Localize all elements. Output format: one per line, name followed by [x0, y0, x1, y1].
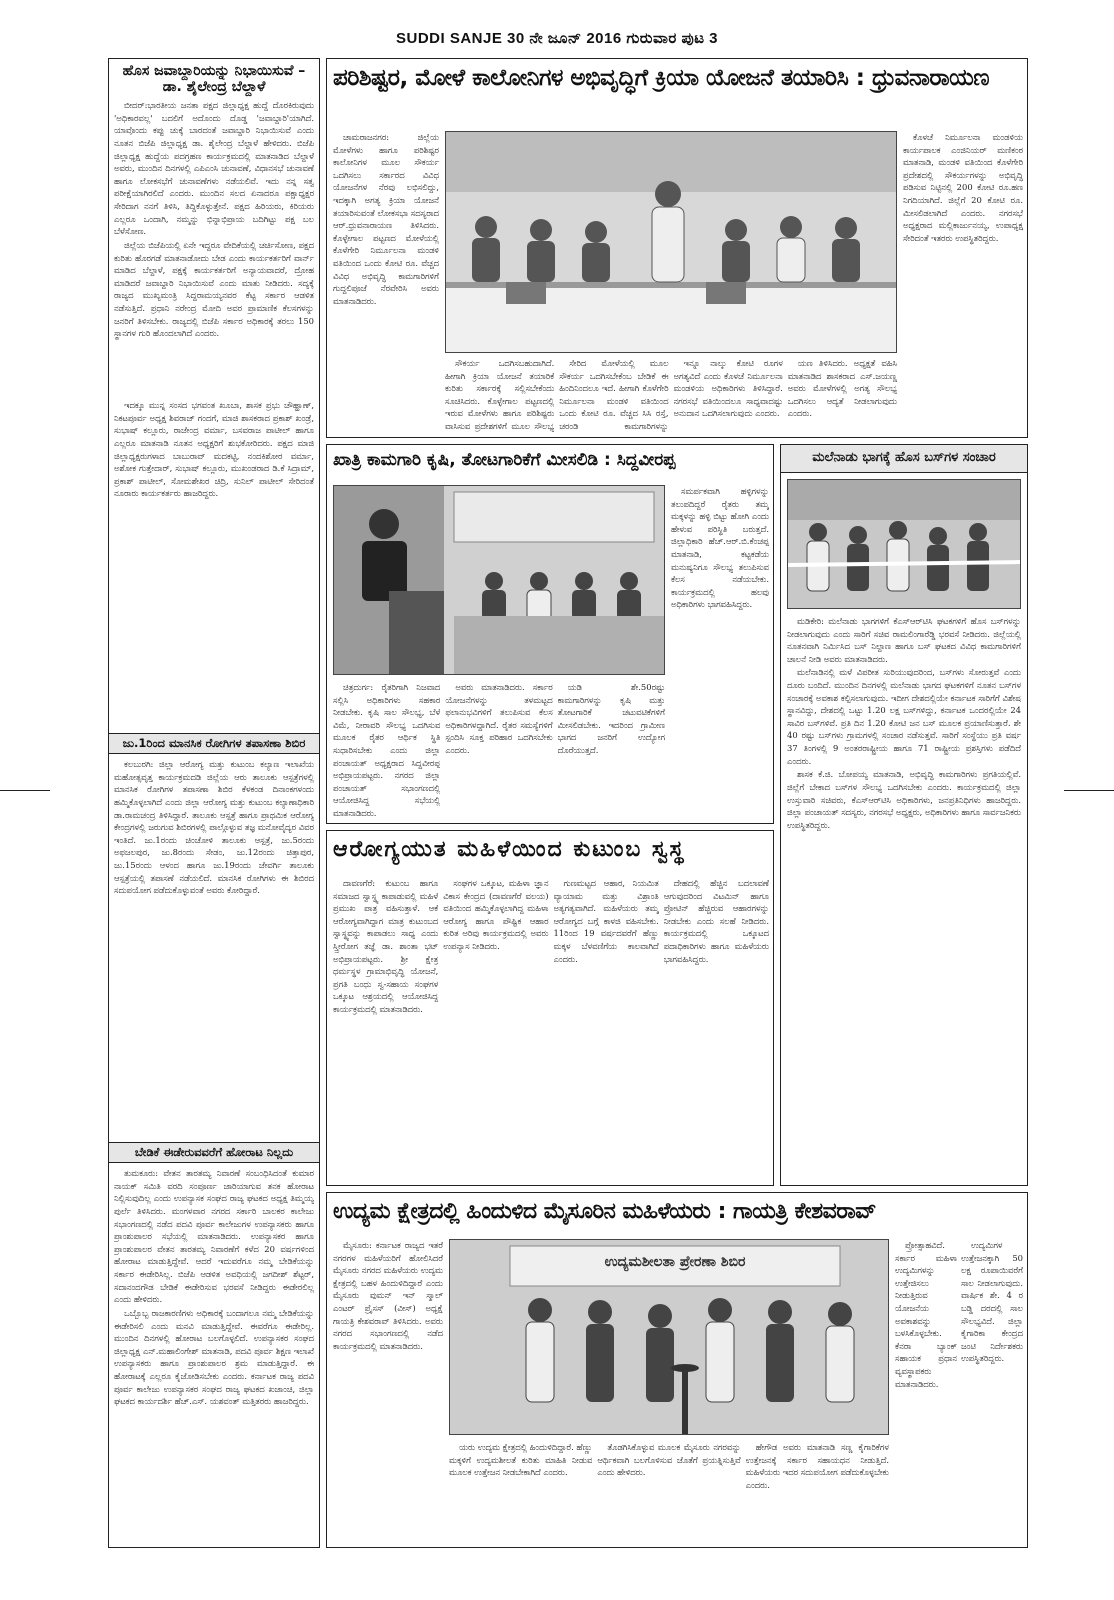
masthead	[0, 30, 1114, 54]
left-article-3-body	[114, 1167, 314, 1527]
paragraph: ಇನ್ನೂ ನಾಲ್ಕು ಕೋಟಿ ರೂಗಳ ಅಗತ್ಯವಿದೆ ಎಂದು ಕೊಳಚೆ ನಿರ್ಮೂಲನಾ ಮಂಡಳಿಯ ಅಧಿಕಾರಿಗಳು ತಿಳಿಸಿದ್ದಾರೆ. ನಗರಸಭೆ ವತಿಯಿಂದಲೂ ಸಾಧ್ಯವಾದಷ್ಟು ಅನುದಾನ ಒದಗಿಸಲಾಗುವುದು ಎಂದರು.	[673, 358, 783, 419]
paragraph: ಯಣ ತಿಳಿಸಿದರು. ಅಧ್ಯಕ್ಷತೆ ವಹಿಸಿ ಮಾತನಾಡಿದ ಶಾಸಕರಾದ ಎಸ್.ಜಯಣ್ಣ ಅವರು ಮೋಳೆಗಳಲ್ಲಿ ಅಗತ್ಯ ಸೌಲಭ್ಯ ಒದಗಿಸಲು ಆದ್ಯತೆ ನೀಡಲಾಗುವುದು ಎಂದರು.	[787, 358, 897, 419]
paragraph: ಮೈಸೂರು: ಕರ್ನಾಟಕ ರಾಜ್ಯದ ಇತರೆ ನಗರಗಳ ಮಹಿಳೆಯರಿಗೆ ಹೋಲಿಸಿದರೆ ಮೈಸೂರು ನಗರದ ಮಹಿಳೆಯರು ಉದ್ಯಮ ಕ್ಷೇತ್ರದಲ್ಲಿ ಬಹಳ ಹಿಂದುಳಿದಿದ್ದಾರೆ ಎಂದು ಮೈಸೂರು ವುಮನ್ ಇನ್ ಸ್ಮಾಲ್ ಎಂಟರ್ ಪ್ರೈಸಸ್ (ವೀಸ್) ಅಧ್ಯಕ್ಷೆ ಗಾಯತ್ರಿ ಕೇಶವರಾವ್ ತಿಳಿಸಿದರು. ಅವರು ನಗರದ ಸಭಾಂಗಣದಲ್ಲಿ ನಡೆದ ಕಾರ್ಯಕ್ರಮದಲ್ಲಿ ಮಾತನಾಡಿದರು.	[333, 1240, 443, 1351]
paragraph: ದೇಹದಲ್ಲಿ ಹೆಚ್ಚಿನ ಬದಲಾವಣೆ ಆಗುವುದರಿಂದ ವಿಟಮಿನ್ ಹಾಗೂ ಪ್ರೋಟಿನ್ ಹೆಚ್ಚಿರುವ ಆಹಾರಗಳನ್ನು ನೀಡಬೇಕು ಎಂದು ಸಲಹೆ ನೀಡಿದರು. ಕಾರ್ಯಕ್ರಮದಲ್ಲಿ ಒಕ್ಕೂಟದ ಪದಾಧಿಕಾರಿಗಳು ಹಾಗೂ ಮಹಿಳೆಯರು ಭಾಗವಹಿಸಿದ್ದರು.	[663, 878, 769, 964]
article-1-col-2	[445, 357, 554, 435]
article-1-lower-columns	[445, 357, 897, 435]
article-4-col-1	[333, 877, 438, 1181]
article-5-col-2	[449, 1441, 592, 1543]
article-siddaveerappa	[326, 444, 774, 824]
article-4-col-3	[554, 877, 659, 1181]
paragraph: ಕಲಬುರಗಿ: ಜಿಲ್ಲಾ ಆರೋಗ್ಯ ಮತ್ತು ಕುಟುಂಬ ಕಲ್ಯಾಣ ಇಲಾಖೆಯ ಮಹೋತ್ಸವೃತ್ತ ಕಾರ್ಯಕ್ರಮದಡಿ ಜಿಲ್ಲೆಯ ಆರು ತಾಲೂಕು ಆಸ್ಪತ್ರೆಗಳಲ್ಲಿ ಮಾನಸಿಕ ರೋಗಿಗಳ ತಪಾಸಣಾ ಶಿಬಿರ ಕೆಳಕಂಡ ದಿನಾಂಕಗಳಂದು ಹಮ್ಮಿಕೊಳ್ಳಲಾಗಿದೆ ಎಂದು ಜಿಲ್ಲಾ ಆರೋಗ್ಯ ಮತ್ತು ಕುಟುಂಬ ಕಲ್ಯಾಣಾಧಿಕಾರಿ ಡಾ.ರಾಮಚಂದ್ರ ತಿಳಿಸಿದ್ದಾರೆ. ತಾಲೂಕು ಆಸ್ಪತ್ರೆ ಹಾಗೂ ಪ್ರಾಥಮಿಕ ಆರೋಗ್ಯ ಕೇಂದ್ರಗಳಲ್ಲಿ ಜರುಗುವ ಶಿಬಿರಗಳಲ್ಲಿ ಪಾಲ್ಗೊಳ್ಳುವ ತಜ್ಞ ಮನೋವೈದ್ಯರ ವಿವರ ಇಂತಿದೆ. ಜು.1ರಂದು ಚಿಂಚೋಳಿ ತಾಲೂಕು ಆಸ್ಪತ್ರೆ, ಜು.5ರಂದು ಅಫಜಲಪುರ, ಜು.8ರಂದು ಸೇಡಂ, ಜು.12ರಂದು ಚಿತ್ತಾಪುರ, ಜು.15ರಂದು ಆಳಂದ ಹಾಗೂ ಜು.19ರಂದು ಜೇವರ್ಗಿ ತಾಲೂಕು ಆಸ್ಪತ್ರೆಯಲ್ಲಿ ತಪಾಸಣೆ ನಡೆಯಲಿದೆ. ಮಾನಸಿಕ ರೋಗಿಗಳು ಈ ಶಿಬಿರದ ಸದುಪಯೋಗ ಪಡೆದುಕೊಳ್ಳುವಂತೆ ಅವರು ಕೋರಿದ್ದಾರೆ.	[114, 759, 314, 896]
paragraph: ತುಮಕೂರು: ವೇತನ ತಾರತಮ್ಯ ನಿವಾರಣೆ ಸಂಬಂಧಿಸಿದಂತೆ ಕುಮಾರ ನಾಯಕ್ ಸಮಿತಿ ವರದಿ ಸಂಪೂರ್ಣ ಜಾರಿಯಾಗುವ ತನಕ ಹೋರಾಟ ನಿಲ್ಲಿಸುವುದಿಲ್ಲ ಎಂದು ಉಪನ್ಯಾಸಕ ಸಂಘದ ರಾಜ್ಯ ಘಟಕದ ಅಧ್ಯಕ್ಷ ತಿಮ್ಮಯ್ಯ ಪುರ್ಲೆ ತಿಳಿಸಿದರು. ಮಂಗಳವಾರ ನಗರದ ಸರ್ಕಾರಿ ಬಾಲಕರ ಕಾಲೇಜು ಸಭಾಂಗಣದಲ್ಲಿ ನಡೆದ ಪದವಿ ಪೂರ್ವ ಕಾಲೇಜುಗಳ ಉಪನ್ಯಾಸಕರು ಹಾಗೂ ಪ್ರಾಂಶುಪಾಲರ ಸಭೆಯಲ್ಲಿ ಮಾತನಾಡಿದರು. ಉಪನ್ಯಾಸಕರ ಹಾಗೂ ಪ್ರಾಂಶುಪಾಲರ ವೇತನ ತಾರತಮ್ಯ ನಿವಾರಣೆಗೆ ಕಳೆದ 20 ವರ್ಷಗಳಿಂದ ಹೋರಾಟ ಮಾಡುತ್ತಿದ್ದೇವೆ. ಆದರೆ ಇದುವರೆಗೂ ನಮ್ಮ ಬೇಡಿಕೆಯನ್ನು ಸರ್ಕಾರ ಈಡೇರಿಸಿಲ್ಲ. ಬಿಜೆಪಿ ಆಡಳಿತ ಅವಧಿಯಲ್ಲಿ ಜಗದೀಶ್ ಶೆಟ್ಟರ್, ಸದಾನಂದಗೌಡ ಬೇಡಿಕೆ ಈಡೇರಿಸುವ ಭರವಸೆ ನೀಡಿದ್ದರು ಈಡೇರಲಿಲ್ಲ ಎಂದು ಹೇಳಿದರು.	[114, 1168, 314, 1305]
paragraph: ಒಬ್ಬೊಬ್ಬ ರಾಜಕಾರಣಿಗಳು ಅಧಿಕಾರಕ್ಕೆ ಬಂದಾಗಲೂ ನಮ್ಮ ಬೇಡಿಕೆಯನ್ನು ಈಡೇರಿಸಲಿ ಎಂದು ಮನವಿ ಮಾಡುತ್ತಿದ್ದೇವೆ. ಈವರೆಗೂ ಈಡೇರಿಲ್ಲ. ಮುಂದಿನ ದಿನಗಳಲ್ಲಿ ಹೋರಾಟ ಬಲಗೊಳ್ಳಲಿದೆ. ಉಪನ್ಯಾಸಕರ ಸಂಘದ ಜಿಲ್ಲಾಧ್ಯಕ್ಷ ಎನ್.ಮಹಾಲಿಂಗೇಶ್ ಮಾತನಾಡಿ, ಪದವಿ ಪೂರ್ವ ಶಿಕ್ಷಣ ಇಲಾಖೆ ಉಪನ್ಯಾಸಕರು ಹಾಗೂ ಪ್ರಾಂಶುಪಾಲರ ಶ್ರಮ ಮಾಡುತ್ತಿದ್ದಾರೆ. ಈ ಹೋರಾಟಕ್ಕೆ ಎಲ್ಲರೂ ಕೈಜೋಡಿಸಬೇಕು ಎಂದರು. ಕರ್ನಾಟಕ ರಾಜ್ಯ ಪದವಿ ಪೂರ್ವ ಕಾಲೇಜು ಉಪನ್ಯಾಸಕರ ಸಂಘದ ರಾಜ್ಯ ಘಟಕದ ಖಜಾಂಚಿ, ಜಿಲ್ಲಾ ಘಟಕದ ಕಾರ್ಯದರ್ಶಿ ಹೆಚ್.ಎಸ್. ಯಶವಂತ್ ಮತ್ತಿತರರು ಹಾಜರಿದ್ದರು.	[114, 1307, 314, 1407]
conference-photo-illustration	[334, 486, 665, 675]
article-5-photo-banner: ಉದ್ಯಮಶೀಲತಾ ಪ್ರೇರಣಾ ಶಿಬಿರ	[604, 1254, 746, 1270]
article-malenadu-bus	[780, 444, 1028, 1186]
article-5-col-1	[333, 1239, 443, 1543]
article-womens-health	[326, 830, 774, 1186]
paragraph: ಪ್ರೋತ್ಸಾಹವಿದೆ. ಸರ್ಕಾರ ಮಹಿಳಾ ಉದ್ಯಮಿಗಳನ್ನು ಉತ್ತೇಜಿಸಲು ನೀಡುತ್ತಿರುವ ಯೋಜನೆಯ ಅವಕಾಶವನ್ನು ಬಳಸಿಕೊಳ್ಳಬೇಕು. ಕೆನರಾ ಬ್ಯಾಂಕ್ ಸಹಾಯಕ ಪ್ರಧಾನ ವ್ಯವಸ್ಥಾಪಕರು ಮಾತನಾಡಿದರು.	[895, 1240, 957, 1389]
paragraph: ಮಡಿಕೇರಿ: ಮಲೆನಾಡು ಭಾಗಗಳಿಗೆ ಕೆಎಸ್ಆರ್‌ಟಿಸಿ ಘಟಕಗಳಿಗೆ ಹೊಸ ಬಸ್‌ಗಳನ್ನು ನೀಡಲಾಗುವುದು ಎಂದು ಸಾರಿಗೆ ಸಚಿವ ರಾಮಲಿಂಗಾರೆಡ್ಡಿ ಭರವಸೆ ನೀಡಿದರು. ಜಿಲ್ಲೆಯಲ್ಲಿ ನೂತನವಾಗಿ ನಿರ್ಮಿಸಿದ ಬಸ್ ನಿಲ್ದಾಣ ಹಾಗೂ ಬಸ್ ಘಟಕದ ವಿವಿಧ ಕಾಮಗಾರಿಗಳಿಗೆ ಚಾಲನೆ ನೀಡಿ ಅವರು ಮಾತನಾಡಿದರು.	[787, 616, 1021, 664]
article-5-col-6	[961, 1239, 1023, 1543]
article-2-lower-columns	[333, 681, 665, 821]
article-5-col-4	[746, 1441, 889, 1543]
article-2-col-2	[445, 681, 552, 821]
left-article-1-continued	[114, 399, 314, 729]
article-1-col-1	[333, 131, 439, 436]
paragraph: ಗುಣಮಟ್ಟದ ಆಹಾರ, ನಿಯಮಿತ ವ್ಯಾಯಾಮ ಮತ್ತು ವಿಶ್ರಾಂತಿ ಅತ್ಯಗತ್ಯವಾಗಿದೆ. ಮಹಿಳೆಯರು ತಮ್ಮ ಆರೋಗ್ಯದ ಬಗ್ಗೆ ಕಾಳಜಿ ವಹಿಸಬೇಕು. 11ರಿಂದ 19 ವರ್ಷದವರೆಗೆ ಹೆಣ್ಣು ಮಕ್ಕಳ ಬೆಳವಣಿಗೆಯ ಕಾಲವಾಗಿದೆ ಎಂದರು.	[553, 878, 659, 964]
article-5-lower-columns	[449, 1441, 889, 1543]
margin-rule-right	[1064, 790, 1114, 791]
left-column	[108, 58, 320, 1548]
article-3-body	[787, 615, 1021, 1181]
meeting-photo-illustration	[446, 132, 897, 353]
paragraph: ದಾವಣಗೆರೆ: ಕುಟುಂಬ ಹಾಗೂ ಸಮಾಜದ ಸ್ವಾಸ್ಥ್ಯ ಕಾಪಾಡುವಲ್ಲಿ ಮಹಿಳೆ ಪ್ರಮುಖ ಪಾತ್ರ ವಹಿಸುತ್ತಾಳೆ. ಆಕೆ ಆರೋಗ್ಯವಾಗಿದ್ದಾಗ ಮಾತ್ರ ಕುಟುಂಬದ ಸ್ವಾಸ್ಥ್ಯವನ್ನು ಕಾಪಾಡಲು ಸಾಧ್ಯ ಎಂದು ಸ್ತ್ರೀರೋಗ ತಜ್ಞೆ ಡಾ. ಶಾಂತಾ ಭಟ್ ಅಭಿಪ್ರಾಯಪಟ್ಟರು. ಶ್ರೀ ಕ್ಷೇತ್ರ ಧರ್ಮಸ್ಥಳ ಗ್ರಾಮಾಭಿವೃದ್ಧಿ ಯೋಜನೆ, ಪ್ರಗತಿ ಬಂಧು ಸ್ವ-ಸಹಾಯ ಸಂಘಗಳ ಒಕ್ಕೂಟ ಆಶ್ರಯದಲ್ಲಿ ಆಯೋಜಿಸಿದ್ದ ಕಾರ್ಯಕ್ರಮದಲ್ಲಿ ಮಾತನಾಡಿದರು.	[333, 878, 439, 1015]
article-1-col-4	[674, 357, 783, 435]
article-1-col-6	[903, 131, 1023, 436]
paragraph: ಹೇಗೌಡ ಅವರು ಮಾತನಾಡಿ ಸಣ್ಣ ಕೈಗಾರಿಕೆಗಳ ಉತ್ತೇಜನಕ್ಕೆ ಸರ್ಕಾರ ಸಹಾಯಧನ ನೀಡುತ್ತಿದೆ. ಮಹಿಳೆಯರು ಇದರ ಸದುಪಯೋಗ ಪಡೆದುಕೊಳ್ಳಬೇಕು ಎಂದರು.	[745, 1442, 889, 1490]
article-2-headline: ಖಾತ್ರಿ ಕಾಮಗಾರಿ ಕೃಷಿ, ತೋಟಗಾರಿಕೆಗೆ ಮೀಸಲಿಡಿ : ಸಿದ್ದವೀರಪ್ಪ	[333, 451, 676, 470]
article-2-col-3	[558, 681, 665, 821]
paragraph: ಬೀದರ್:ಭಾರತೀಯ ಜನತಾ ಪಕ್ಷದ ಜಿಲ್ಲಾಧ್ಯಕ್ಷ ಹುದ್ದೆ ದೊರಕಿರುವುದು 'ಅಧಿಕಾರವಲ್ಲ' ಬದಲಿಗೆ ಅದೊಂದು ದೊಡ್ಡ 'ಜವಾಬ್ದಾರಿ'ಯಾಗಿದೆ. ಯಾವೊಂದು ಕಪ್ಪು ಚುಕ್ಕೆ ಬಾರದಂತೆ ಜವಾಬ್ದಾರಿ ನಿಭಾಯಿಸುವೆ ಎಂದು ನೂತನ ಬಿಜೆಪಿ ಜಿಲ್ಲಾಧ್ಯಕ್ಷ ಡಾ. ಶೈಲೇಂದ್ರ ಬೆಲ್ದಾಳೆ ಹೇಳಿದರು. ಬಿಜೆಪಿ ಜಿಲ್ಲಾಧ್ಯಕ್ಷ ಹುದ್ದೆಯ ಪದಗ್ರಹಣ ಕಾರ್ಯಕ್ರಮದಲ್ಲಿ ಮಾತನಾಡಿದ ಬೆಲ್ದಾಳೆ ಅವರು, ಮುಂದಿನ ದಿನಗಳಲ್ಲಿ ಎಪಿಎಂಸಿ ಚುನಾವಣೆ, ವಿಧಾನಸಭೆ ಚುನಾವಣೆ ಹಾಗೂ ಲೋಕಸಭೆಗೆ ಚುನಾವಣೆಗಳು ನಡೆಯಲಿವೆ. ಇದು ನನ್ನ ಸತ್ವ ಪರೀಕ್ಷೆಯಾಗಿರಲಿದೆ ಎಂದರು. ಮುಂದಿನ ಸಲದ ಏನಾದರೂ ಪಕ್ಷಾಧ್ಯಕ್ಷರ ಸೇರಿದಾಗ ನನಗೆ ತಿಳಿಸಿ, ತಿದ್ದಿಕೊಳ್ಳುತ್ತೇನೆ. ಪಕ್ಷದ ಹಿರಿಯರು, ಕಿರಿಯರು ಎಲ್ಲರೂ ಒಂದಾಗಿ, ನಮ್ಮನ್ನು ಭಿನ್ನಾಭಿಪ್ರಾಯ ಬದಿಗಿಟ್ಟು ಪಕ್ಷ ಬಲ ಬೆಳೆಸೋಣ.	[114, 100, 314, 237]
article-5-col-3	[597, 1441, 740, 1543]
paragraph: ಕೊಳಚೆ ನಿರ್ಮೂಲನಾ ಮಂಡಳಿಯ ಕಾರ್ಯಪಾಲಕ ಎಂಜಿನಿಯರ್ ಮಣಿಕಂಠ ಮಾತನಾಡಿ, ಮಂಡಳಿ ವತಿಯಿಂದ ಕೊಳೆಗೇರಿ ಪ್ರದೇಶದಲ್ಲಿ ಸೌಕರ್ಯಗಳನ್ನು ಅಭಿವೃದ್ಧಿ ಪಡಿಸುವ ನಿಟ್ಟಿನಲ್ಲಿ 200 ಕೋಟಿ ರೂ.ಹಣ ನಿಗದಿಯಾಗಿದೆ. ಜಿಲ್ಲೆಗೆ 20 ಕೋಟಿ ರೂ. ಮೀಸಲಿಡಲಾಗಿದೆ ಎಂದರು. ನಗರಸಭೆ ಅಧ್ಯಕ್ಷರಾದ ಮಲ್ಲಿಕಾರ್ಜುನಯ್ಯ, ಉಪಾಧ್ಯಕ್ಷ ಸೇರಿದಂತೆ ಇತರರು ಉಪಸ್ಥಿತರಿದ್ದರು.	[903, 132, 1023, 243]
margin-rule-left	[0, 790, 50, 791]
article-4-col-4	[664, 877, 769, 1181]
paragraph: ಚಾಮರಾಜನಗರ: ಜಿಲ್ಲೆಯ ಮೋಳೆಗಳು ಹಾಗೂ ಪರಿಶಿಷ್ಟರ ಕಾಲೋನಿಗಳ ಮೂಲ ಸೌಕರ್ಯ ಒದಗಿಸಲು ಸರ್ಕಾರದ ವಿವಿಧ ಯೋಜನೆಗಳ ನೆರವು ಲಭಿಸಲಿದ್ದು, ಇದಕ್ಕಾಗಿ ಅಗತ್ಯ ಕ್ರಿಯಾ ಯೋಜನೆ ತಯಾರಿಸುವಂತೆ ಲೋಕಸಭಾ ಸದಸ್ಯರಾದ ಆರ್.ಧ್ರುವನಾರಾಯಣ ತಿಳಿಸಿದರು. ಕೊಳ್ಳೇಗಾಲ ಪಟ್ಟಣದ ಮೋಳೆಯಲ್ಲಿ ಕೊಳೆಗೇರಿ ನಿರ್ಮೂಲನಾ ಮಂಡಳಿ ವತಿಯಿಂದ ಒಂದು ಕೋಟಿ ರೂ. ವೆಚ್ಚದ ವಿವಿಧ ಅಭಿವೃದ್ಧಿ ಕಾಮಗಾರಿಗಳಿಗೆ ಗುದ್ದಲಿಪೂಜೆ ನೆರವೇರಿಸಿ ಅವರು ಮಾತನಾಡಿದರು.	[333, 132, 439, 306]
left-headline-1: ಹೊಸ ಜವಾಬ್ದಾರಿಯನ್ನು ನಿಭಾಯಿಸುವೆ –ಡಾ. ಶೈಲೇಂದ್ರ ಬೆಲ್ದಾಳೆ	[122, 63, 306, 96]
article-1-photo	[445, 131, 897, 353]
paragraph: ಸಮರ್ಪಕವಾಗಿ ಹಳ್ಳಿಗಳನ್ನು ತಲುಪದಿದ್ದರೆ ರೈತರು ತಮ್ಮ ಮಕ್ಕಳನ್ನು ಹಳ್ಳಿ ಬಿಟ್ಟು ಹೋಗಿ ಎಂದು ಹೇಳುವ ಪರಿಸ್ಥಿತಿ ಬರುತ್ತದೆ. ಜಿಲ್ಲಾಧಿಕಾರಿ ಹೆಚ್.ಆರ್.ಬಿ.ಕೆಂಚಪ್ಪ ಮಾತನಾಡಿ, ಕಟ್ಟಕಡೆಯ ಮನುಷ್ಯನಿಗೂ ಸೌಲಭ್ಯ ತಲುಪಿಸುವ ಕೆಲಸ ನಡೆಯಬೇಕು. ಕಾರ್ಯಕ್ರಮದಲ್ಲಿ ಹಲವು ಅಧಿಕಾರಿಗಳು ಭಾಗವಹಿಸಿದ್ದರು.	[671, 486, 769, 610]
left-article-1-body	[114, 99, 314, 399]
article-2-col-1	[333, 681, 440, 821]
masthead-brand: SUDDI SANJE	[396, 30, 503, 47]
paragraph: ಶಾಸಕ ಕೆ.ಜಿ. ಬೋಪಯ್ಯ ಮಾತನಾಡಿ, ಅಭಿವೃದ್ಧಿ ಕಾಮಗಾರಿಗಳು ಪ್ರಗತಿಯಲ್ಲಿವೆ. ಜಿಲ್ಲೆಗೆ ಬೇಕಾದ ಬಸ್‌ಗಳ ಸೌಲಭ್ಯ ಒದಗಿಸಬೇಕು ಎಂದರು. ಕಾರ್ಯಕ್ರಮದಲ್ಲಿ ಜಿಲ್ಲಾ ಉಸ್ತುವಾರಿ ಸಚಿವರು, ಕೆಎಸ್ಆರ್‌ಟಿಸಿ ಅಧಿಕಾರಿಗಳು, ಜನಪ್ರತಿನಿಧಿಗಳು ಹಾಜರಿದ್ದರು. ಜಿಲ್ಲಾ ಪಂಚಾಯತ್ ಸದಸ್ಯರು, ನಗರಸಭೆ ಅಧ್ಯಕ್ಷರು, ಅಧಿಕಾರಿಗಳು ಹಾಗೂ ಸಾರ್ವಜನಿಕರು ಉಪಸ್ಥಿತರಿದ್ದರು.	[787, 769, 1021, 830]
paragraph: ಯರು ಉದ್ಯಮ ಕ್ಷೇತ್ರದಲ್ಲಿ ಹಿಂದುಳಿದಿದ್ದಾರೆ. ಹೆಣ್ಣು ಮಕ್ಕಳಿಗೆ ಉದ್ಯಮಶೀಲತೆ ಕುರಿತು ಮಾಹಿತಿ ನೀಡುವ ಮೂಲಕ ಉತ್ತೇಜನ ನೀಡಬೇಕಾಗಿದೆ ಎಂದರು.	[449, 1442, 593, 1478]
main-column	[326, 58, 1028, 1548]
left-article-2-body	[114, 758, 314, 1138]
paragraph: ಚಿತ್ರದುರ್ಗ: ರೈತರಿಗಾಗಿ ನಿಜವಾದ ಸಲ್ಲಿಸಿ ಅಧಿಕಾರಿಗಳು ಸಹಕಾರ ನೀಡಬೇಕು. ಕೃಷಿ ಸಾಲ ಸೌಲಭ್ಯ, ಬೆಳೆ ವಿಮೆ, ನೀರಾವರಿ ಸೌಲಭ್ಯ ಒದಗಿಸುವ ಮೂಲಕ ರೈತರ ಆರ್ಥಿಕ ಸ್ಥಿತಿ ಸುಧಾರಿಸಬೇಕು ಎಂದು ಜಿಲ್ಲಾ ಪಂಚಾಯತ್ ಅಧ್ಯಕ್ಷರಾದ ಸಿದ್ದವೀರಪ್ಪ ಅಭಿಪ್ರಾಯಪಟ್ಟರು. ನಗರದ ಜಿಲ್ಲಾ ಪಂಚಾಯತ್ ಸಭಾಂಗಣದಲ್ಲಿ ಆಯೋಜಿಸಿದ್ದ ಸಭೆಯಲ್ಲಿ ಮಾತನಾಡಿದರು.	[333, 682, 441, 819]
masthead-date: 30 ನೇ ಜೂನ್ 2016 ಗುರುವಾರ ಪುಟ 3	[507, 30, 718, 47]
article-4-columns	[333, 877, 769, 1181]
article-gayathri-keshavarao	[326, 1192, 1028, 1548]
paragraph: ಉದ್ಯಮಿಗಳ ಉತ್ತೇಜನಕ್ಕಾಗಿ 50 ಲಕ್ಷ ರೂಪಾಯಿವರೆಗೆ ಸಾಲ ನೀಡಲಾಗುವುದು. ವಾರ್ಷಿಕ ಶೇ. 4 ರ ಬಡ್ಡಿ ದರದಲ್ಲಿ ಸಾಲ ಸೌಲಭ್ಯವಿದೆ. ಜಿಲ್ಲಾ ಕೈಗಾರಿಕಾ ಕೇಂದ್ರದ ಜಂಟಿ ನಿರ್ದೇಶಕರು ಉಪಸ್ಥಿತರಿದ್ದರು.	[961, 1240, 1023, 1364]
newspaper-page	[108, 58, 1028, 1548]
paragraph: ಸೌಕರ್ಯ ಒದಗಿಸಬಹುದಾಗಿದೆ. ಹೀಗಾಗಿ ಕ್ರಿಯಾ ಯೋಜನೆ ತಯಾರಿಕೆ ಕುರಿತು ಸರ್ಕಾರಕ್ಕೆ ಸಲ್ಲಿಸಬೇಕೆಂದು ಸೂಚಿಸಿದರು. ಕೊಳ್ಳೇಗಾಲ ಪಟ್ಟಣದಲ್ಲಿ ಇರುವ ಮೋಳೆಗಳು ಹಾಗೂ ಪರಿಶಿಷ್ಟರು ವಾಸಿಸುವ ಪ್ರದೇಶಗಳಿಗೆ ಮೂಲ ಸೌಲಭ್ಯ	[445, 358, 555, 432]
article-dhruvanarayana	[326, 58, 1028, 438]
paragraph: ಸಂಘಗಳ ಒಕ್ಕೂಟ, ಮಹಿಳಾ ಜ್ಞಾನ ವಿಕಾಸ ಕೇಂದ್ರದ (ದಾವಣಗೆರೆ ವಲಯ) ವತಿಯಿಂದ ಹಮ್ಮಿಕೊಳ್ಳಲಾಗಿದ್ದ ಮಹಿಳಾ ಆರೋಗ್ಯ ಹಾಗೂ ಪೌಷ್ಟಿಕ ಆಹಾರ ಕುರಿತ ಅರಿವು ಕಾರ್ಯಕ್ರಮದಲ್ಲಿ ಅವರು ಉಪನ್ಯಾಸ ನೀಡಿದರು.	[443, 878, 549, 952]
article-4-headline: ಆರೋಗ್ಯಯುತ ಮಹಿಳೆಯಿಂದ ಕುಟುಂಬ ಸ್ವಸ್ಥ	[333, 837, 686, 862]
article-3-headline: ಮಲೆನಾಡು ಭಾಗಕ್ಕೆ ಹೊಸ ಬಸ್‌ಗಳ ಸಂಚಾರ	[781, 445, 1027, 473]
left-headline-3: ಬೇಡಿಕೆ ಈಡೇರುವವರೆಗೆ ಹೋರಾಟ ನಿಲ್ಲದು	[109, 1142, 319, 1163]
article-1-col-5	[788, 357, 897, 435]
ribbon-cutting-photo-illustration	[788, 480, 1021, 609]
article-3-photo	[787, 479, 1021, 609]
left-headline-2: ಜು.1ರಿಂದ ಮಾನಸಿಕ ರೋಗಿಗಳ ತಪಾಸಣಾ ಶಿಬಿರ	[109, 733, 319, 754]
paragraph: ಇದಕ್ಕೂ ಮುನ್ನ ಸಂಸದ ಭಗವಂತ ಖೂಬಾ, ಶಾಸಕ ಪ್ರಭು ಚೌಹ್ಹಾಣ್, ನಿಕಟಪೂರ್ವ ಅಧ್ಯಕ್ಷ ಶಿವರಾಜ್ ಗಂದಗೆ, ಮಾಜಿ ಶಾಸಕರಾದ ಪ್ರಕಾಶ್ ಖಂಡ್ರೆ, ಸುಭಾಷ್ ಕಲ್ಲೂರು, ರಾಜೇಂದ್ರ ವರ್ಮಾ, ಬಸವರಾಜ ಪಾಟೀಲ್ ಹಾಗೂ ಎಲ್ಲರೂ ಮಾತನಾಡಿ ನೂತನ ಅಧ್ಯಕ್ಷರಿಗೆ ಶುಭಕೋರಿದರು. ಪಕ್ಷದ ಮಾಜಿ ಜಿಲ್ಲಾಧ್ಯಕ್ಷರುಗಳಾದ ಬಾಬುರಾವ್ ಮದಕಟ್ಟಿ, ನಂದಕಿಶೋರ ವರ್ಮಾ, ಅಶೋಕ ಗುತ್ತೇದಾರ್, ಸುಭಾಷ್ ಕಲ್ಲೂರು, ಮುಖಂಡರಾದ ಡಿ.ಕೆ ಸಿದ್ರಾಮ್, ಪ್ರಕಾಶ್ ಪಾಟೀಲ್, ಸೋಮಶೇಖರ ಚಿದ್ರಿ, ಸುನಿಲ್ ಪಾಟೀಲ್ ಸೇರಿದಂತೆ ನೂರಾರು ಕಾರ್ಯಕರ್ತರು ಹಾಜರಿದ್ದರು.	[114, 400, 314, 499]
paragraph: ತೊಡಗಿಸಿಕೊಳ್ಳುವ ಮೂಲಕ ಮೈಸೂರು ನಗರವನ್ನು ಆರ್ಥಿಕವಾಗಿ ಬಲಗೊಳಿಸುವ ಜೊತೆಗೆ ಪ್ರಯತ್ನಿಸುತ್ತಿವೆ ಎಂದು ಹೇಳಿದರು.	[597, 1442, 741, 1478]
article-4-col-2	[443, 877, 548, 1181]
article-1-headline: ಪರಿಶಿಷ್ಟರ, ಮೋಳೆ ಕಾಲೋನಿಗಳ ಅಭಿವೃದ್ಧಿಗೆ ಕ್ರಿಯಾ ಯೋಜನೆ ತಯಾರಿಸಿ : ಧ್ರುವನಾರಾಯಣ	[333, 65, 990, 91]
paragraph: ಮಲೆನಾಡಿನಲ್ಲಿ ಮಳೆ ವಿಪರೀತ ಸುರಿಯುವುದರಿಂದ, ಬಸ್‌ಗಳು ಸೋರುತ್ತವೆ ಎಂದು ದೂರು ಬಂದಿದೆ. ಮುಂದಿನ ದಿನಗಳಲ್ಲಿ ಮಲೆನಾಡು ಭಾಗದ ಘಟಕಗಳಿಗೆ ನೂತನ ಬಸ್‌ಗಳ ಸಂಚಾರಕ್ಕೆ ಅವಕಾಶ ಕಲ್ಪಿಸಲಾಗುವುದು. ಇದೀಗ ದೇಶದಲ್ಲಿಯೇ ಕರ್ನಾಟಕ ಸಾರಿಗೆಗೆ ವಿಶೇಷ ಸ್ಥಾನವಿದ್ದು, ದೇಶದಲ್ಲಿ ಒಟ್ಟು 1.20 ಲಕ್ಷ ಬಸ್‌ಗಳಿದ್ದು, ಕರ್ನಾಟಕ ಒಂದರಲ್ಲಿಯೇ 24 ಸಾವಿರ ಬಸ್‌ಗಳಿವೆ. ಪ್ರತಿ ದಿನ 1.20 ಕೋಟಿ ಜನ ಬಸ್ ಮೂಲಕ ಪ್ರಯಾಣಿಸುತ್ತಾರೆ. ಶೇ 40 ರಷ್ಟು ಬಸ್‌ಗಳು ಗ್ರಾಮಗಳಲ್ಲಿ ಸಂಚಾರ ನಡೆಸುತ್ತವೆ. ಸಾರಿಗೆ ಸಂಸ್ಥೆಯು ಪ್ರತಿ ವರ್ಷ 37 ತಿಂಗಳಲ್ಲಿ 9 ಅಂತರರಾಷ್ಟ್ರೀಯ ಹಾಗೂ 71 ರಾಷ್ಟ್ರೀಯ ಪ್ರಶಸ್ತಿಗಳು ಪಡೆದಿದೆ ಎಂದರು.	[787, 667, 1021, 766]
article-2-photo	[333, 485, 665, 675]
article-1-col-3	[559, 357, 668, 435]
article-5-photo	[449, 1239, 889, 1435]
article-5-col-5	[895, 1239, 957, 1543]
paragraph: ಜಿಲ್ಲೆಯ ಬಿಜೆಪಿಯಲ್ಲಿ ಏನೇ ಇದ್ದರೂ ವೇದಿಕೆಯಲ್ಲಿ ಚರ್ಚಿಸೋಣ, ಪಕ್ಷದ ಕುರಿತು ಹೊರಗಡೆ ಮಾತನಾಡೋದು ಬೇಡ ಎಂದು ಕಾರ್ಯಕರ್ತರಿಗೆ ವಾರ್ನ್ ಮಾಡಿದ ಬೆಲ್ದಾಳೆ, ಪಕ್ಷಕ್ಕೆ ಕಾರ್ಯಕರ್ತರಿಗೆ ಅನ್ಯಾಯವಾದರೆ, ದ್ರೋಹ ಮಾಡಿದರೆ ಜವಾಬ್ದಾರಿ ನಿಭಾಯಿಸುವೆ ಎಂದು ಮಾತು ನೀಡಿದರು. ಸದ್ಯಕ್ಕೆ ರಾಜ್ಯದ ಮುಖ್ಯಮಂತ್ರಿ ಸಿದ್ದರಾಮಯ್ಯನವರ ಕೆಟ್ಟ ಸರ್ಕಾರ ಆಡಳಿತ ನಡೆಸುತ್ತಿದೆ. ಪ್ರಧಾನಿ ನರೇಂದ್ರ ಮೋದಿ ಅವರ ಪ್ರಾಮಾಣಿಕ ಕೆಲಸಗಳನ್ನು ಜನರಿಗೆ ತಿಳಿಸಬೇಕು. ರಾಜ್ಯದಲ್ಲಿ ಬಿಜೆಪಿ ಸರ್ಕಾರ ಅಧಿಕಾರಕ್ಕೆ ತರಲು 150 ಸ್ಥಾನಗಳ ಗುರಿ ಹೊಂದಲಾಗಿದೆ ಎಂದರು.	[114, 239, 314, 339]
article-3-text	[787, 615, 1021, 1181]
article-5-headline: ಉದ್ಯಮ ಕ್ಷೇತ್ರದಲ್ಲಿ ಹಿಂದುಳಿದ ಮೈಸೂರಿನ ಮಹಿಳೆಯರು : ಗಾಯತ್ರಿ ಕೇಶವರಾವ್	[333, 1199, 876, 1224]
paragraph: ಅವರು ಮಾತನಾಡಿದರು. ಸರ್ಕಾರ ಯೋಜನೆಗಳನ್ನು ತಳಮಟ್ಟದ ಫಲಾನುಭವಿಗಳಿಗೆ ತಲುಪಿಸುವ ಕೆಲಸ ಅಧಿಕಾರಿಗಳದ್ದಾಗಿದೆ. ರೈತರ ಸಮಸ್ಯೆಗಳಿಗೆ ಸ್ಪಂದಿಸಿ ಸೂಕ್ತ ಪರಿಹಾರ ಒದಗಿಸಬೇಕು ಎಂದರು.	[445, 682, 553, 756]
paragraph: ಯಡಿ ಶೇ.50ರಷ್ಟು ಕಾಮಗಾರಿಗಳನ್ನು ಕೃಷಿ ಮತ್ತು ತೋಟಗಾರಿಕೆ ಚಟುವಟಿಕೆಗಳಿಗೆ ಮೀಸಲಿಡಬೇಕು. ಇದರಿಂದ ಗ್ರಾಮೀಣ ಭಾಗದ ಜನರಿಗೆ ಉದ್ಯೋಗ ದೊರೆಯುತ್ತದೆ.	[557, 682, 665, 756]
paragraph: ಸೇರಿದ ಮೋಳೆಯಲ್ಲಿ ಮೂಲ ಸೌಕರ್ಯ ಒದಗಿಸಬೇಕೆಂಬ ಬೇಡಿಕೆ ಈ ಹಿಂದಿನಿಂದಲೂ ಇದೆ. ಹೀಗಾಗಿ ಕೊಳೆಗೇರಿ ನಿರ್ಮೂಲನಾ ಮಂಡಳಿ ವತಿಯಿಂದ ಒಂದು ಕೋಟಿ ರೂ. ವೆಚ್ಚದ ಸಿಸಿ ರಸ್ತೆ, ಚರಂಡಿ ಕಾಮಗಾರಿಗಳನ್ನು	[559, 358, 669, 432]
article-2-col-4	[671, 485, 769, 820]
